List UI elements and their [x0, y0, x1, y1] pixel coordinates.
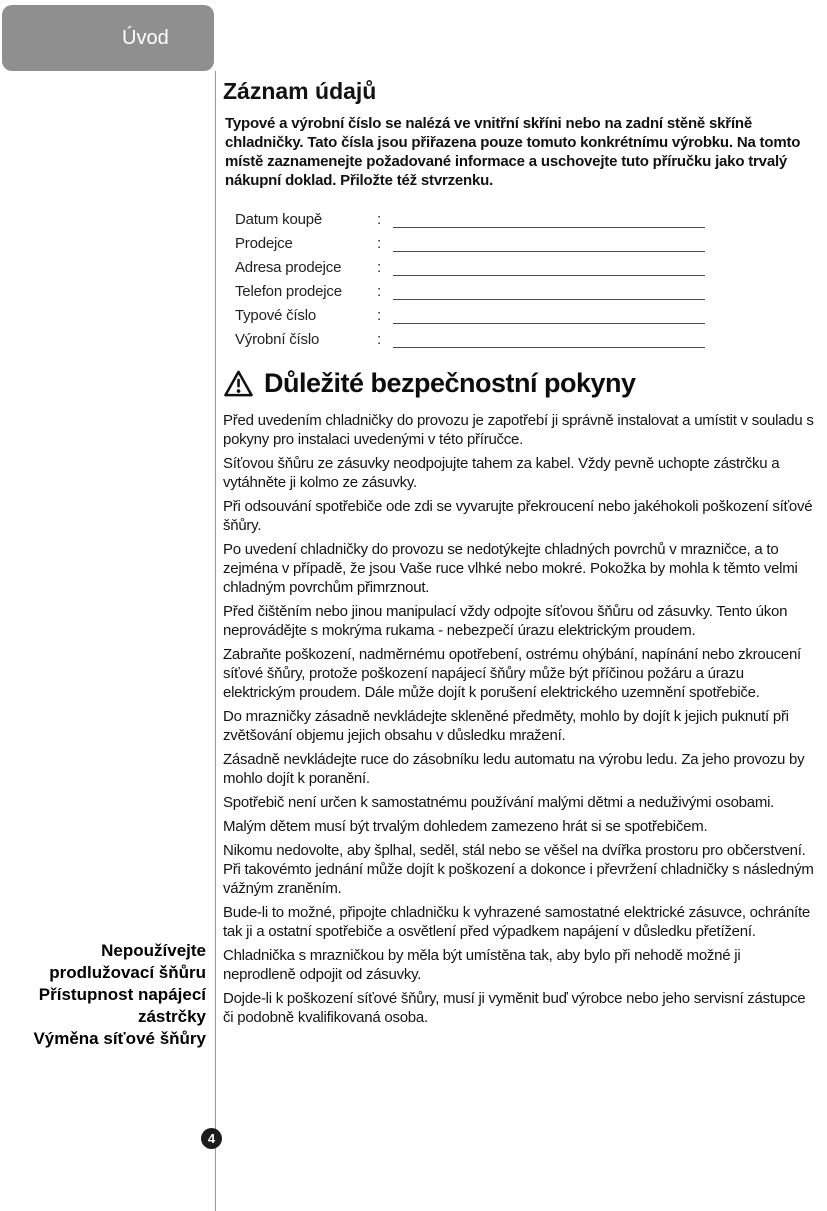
safety-paragraph: Spotřebič není určen k samostatnému používání malými dětmi a neduživými osobami. — [223, 794, 775, 811]
field-label: Typové číslo — [235, 307, 316, 324]
safety-paragraph: Dojde-li k poškození síťové šňůry, musí ji vyměnit buď výrobce nebo jeho servisní zástupce či podobně kvalifikovaná osoba. — [223, 990, 806, 1026]
form-row-dealer-phone — [235, 276, 815, 300]
form-row-dealer-address — [235, 252, 815, 276]
field-label: Adresa prodejce — [235, 259, 342, 276]
safety-paragraph: Chladnička s mrazničkou by měla být umístěna tak, aby bylo při nehodě možné ji neprodleně odpojit od zásuvky. — [223, 947, 741, 983]
page-number-badge — [201, 1128, 222, 1149]
safety-title-text: Důležité bezpečnostní pokyny — [264, 368, 636, 398]
field-label: Prodejce — [235, 235, 293, 252]
section-header — [2, 5, 214, 71]
safety-paragraph: Do mrazničky zásadně nevkládejte skleněné předměty, mohlo by dojít k jejich puknutí při zvětšování objemu jejich obsahu v důsledku mražení. — [223, 708, 789, 744]
form-row-serial-number — [235, 324, 815, 348]
field-separator: : — [377, 307, 382, 324]
safety-paragraph: Před čištěním nebo jinou manipulací vždy odpojte síťovou šňůru od zásuvky. Tento úkon neprovádějte s mokrýma rukama - nebezpečí úrazu elektrickým proudem. — [223, 603, 788, 639]
field-separator: : — [377, 331, 382, 348]
section-title: Úvod — [122, 26, 169, 49]
form-row-dealer — [235, 228, 815, 252]
main-content — [223, 78, 815, 1032]
margin-note-plug-access: Přístupnost napájecí zástrčky — [38, 985, 206, 1026]
margin-note-cord-replacement: Výměna síťové šňůry — [33, 1029, 206, 1048]
safety-paragraph: Malým dětem musí být trvalým dohledem zamezeno hrát si se spotřebičem. — [223, 818, 708, 835]
fill-in-line — [393, 234, 705, 252]
warning-icon — [223, 369, 254, 398]
safety-section-heading — [223, 368, 815, 399]
fill-in-line — [393, 306, 705, 324]
field-separator: : — [377, 259, 382, 276]
fill-in-line — [393, 330, 705, 348]
safety-paragraph: Bude-li to možné, připojte chladničku k vyhrazené samostatné elektrické zásuvce, ochráníte tak ji a ostatní spotřebiče a osvětlení před výpadkem napájení v důsledku přetížení. — [223, 904, 810, 940]
safety-paragraph: Nikomu nedovolte, aby šplhal, seděl, stál nebo se věšel na dvířka prostoru pro občerstvení. Při takovémto jednání může dojít k poškození a dokonce i převržení chladničky s následným vážným zraněním. — [223, 842, 814, 897]
safety-paragraphs — [223, 411, 815, 1027]
field-label: Datum koupě — [235, 211, 323, 228]
safety-paragraph: Zásadně nevkládejte ruce do zásobníku ledu automatu na výrobu ledu. Za jeho provozu by mohlo dojít k poranění. — [223, 751, 805, 787]
fill-in-line — [393, 210, 705, 228]
field-label: Výrobní číslo — [235, 331, 320, 348]
safety-paragraph: Síťovou šňůru ze zásuvky neodpojujte tahem za kabel. Vždy pevně uchopte zástrčku a vytáhněte ji kolmo ze zásuvky. — [223, 455, 780, 491]
safety-paragraph: Před uvedením chladničky do provozu je zapotřebí ji správně instalovat a umístit v souladu s pokyny pro instalaci uvedenými v této příručce. — [223, 412, 814, 448]
field-separator: : — [377, 211, 382, 228]
vertical-divider — [215, 71, 216, 1211]
field-separator: : — [377, 235, 382, 252]
record-intro-text: Typové a výrobní číslo se nalézá ve vnitřní skříni nebo na zadní stěně skříně chladničky. Tato čísla jsou přiřazena pouze tomuto konkrétnímu výrobku. Na tomto místě zaznamenejte požadované informace a uschovejte tuto příručku jako trvalý nákupní doklad. Přiložte též stvrzenku. — [225, 115, 801, 189]
record-form — [235, 204, 815, 348]
field-label: Telefon prodejce — [235, 283, 342, 300]
safety-paragraph: Zabraňte poškození, nadměrnému opotřebení, ostrému ohýbání, napínání nebo zkroucení síťové šňůry, protože poškození napájecí šňůry může být příčinou požáru a úrazu elektrickým proudem. Dále může dojít k porušení elektrického uzemnění spotřebiče. — [223, 646, 801, 701]
page-number: 4 — [207, 1131, 216, 1146]
form-row-purchase-date — [235, 204, 815, 228]
fill-in-line — [393, 258, 705, 276]
record-section-title: Záznam údajů — [223, 78, 377, 104]
safety-paragraph: Při odsouvání spotřebiče ode zdi se vyvarujte překroucení nebo jakéhokoli poškození síťové šňůry. — [223, 498, 813, 534]
form-row-model-number — [235, 300, 815, 324]
field-separator: : — [377, 283, 382, 300]
margin-note-extension-cord: Nepoužívejte prodlužovací šňůru — [49, 941, 206, 982]
margin-notes — [0, 940, 206, 1050]
fill-in-line — [393, 282, 705, 300]
safety-paragraph: Po uvedení chladničky do provozu se nedotýkejte chladných povrchů v mrazničce, a to zejména v případě, že jsou Vaše ruce vlhké nebo mokré. Pokožka by mohla k těmto velmi chladným povrchům přimrznout. — [223, 541, 798, 596]
